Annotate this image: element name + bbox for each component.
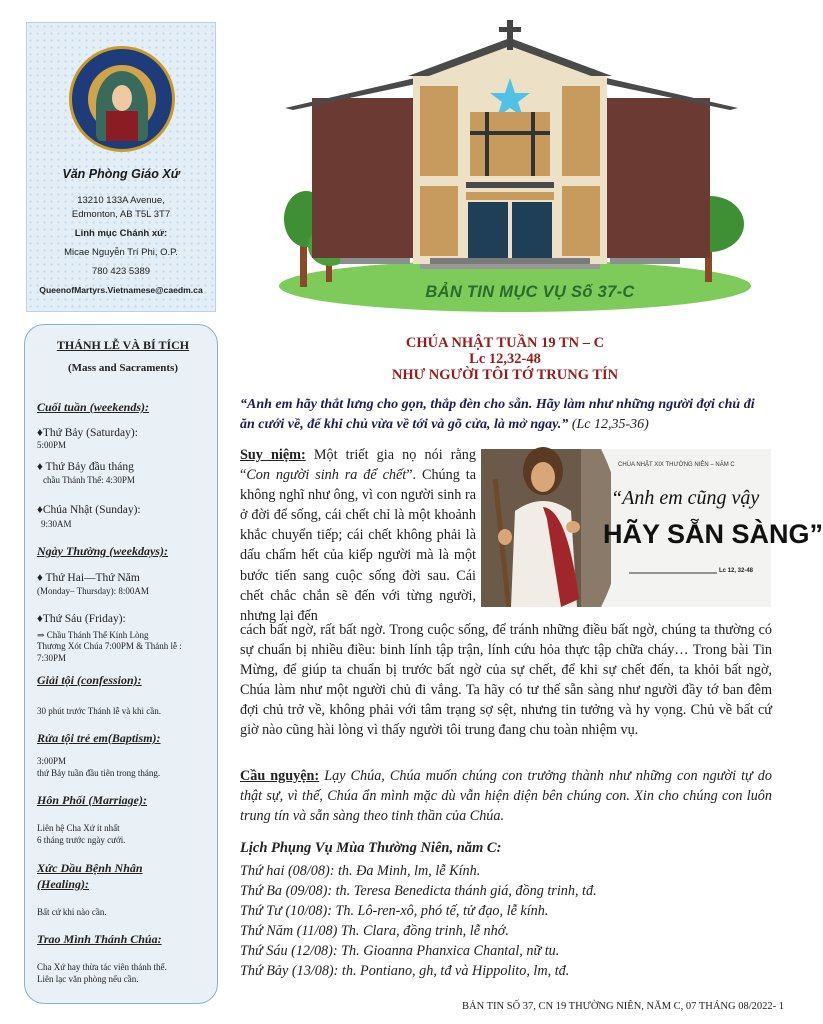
- marriage-note-1: Liên hệ Cha Xứ ít nhất: [37, 823, 120, 833]
- gospel-reference: Lc 12,32-48: [469, 351, 541, 367]
- confession-text: 30 phút trước Thánh lễ và khi cần.: [37, 706, 161, 716]
- schedule-item: Thứ Bảy (13/08): th. Pontiano, gh, tđ và Hippolito, lm, tđ.: [240, 963, 570, 979]
- bulletin-title: BẢN TIN MỤC VỤ Số 37-C: [425, 283, 635, 301]
- communion-heading: Trao Mình Thánh Chúa:: [37, 932, 162, 946]
- pastor-label: Linh mục Chánh xứ:: [74, 228, 168, 239]
- banner-reference: Lc 12, 32-48: [719, 568, 754, 574]
- sunday-title: CHÚA NHẬT TUẦN 19 TN – C: [405, 335, 605, 351]
- banner-line1: “Anh em cũng vậy: [611, 487, 760, 509]
- saturday-time: 5:00PM: [37, 440, 67, 450]
- sunday-mass: ♦Chúa Nhật (Sunday):: [37, 504, 141, 516]
- baptism-time: 3:00PM: [37, 756, 67, 766]
- prayer-label: Cầu nguyện:: [240, 768, 320, 784]
- marriage-heading: Hôn Phối (Marriage):: [37, 793, 148, 807]
- prayer-paragraph: [240, 766, 772, 826]
- reflection-text-b: ”. Chúng ta không nghĩ như ông, vì con người sinh ra ở đời để sống, cái chết chỉ là một khoảnh khắc chuyển tiếp; cái chết không phải là dấu chấm hết của kiếp người mà là một bước tiến sang cuộc sống đời sau. Cái chết chắc chắn sẽ đến với từng người, nhưng lại đến: [240, 467, 476, 624]
- schedule-item: Thứ Năm (11/08) Th. Clara, đồng trinh, lễ nhớ.: [240, 923, 509, 939]
- reflection-text-a: Một triết gia nọ nói rằng “: [240, 447, 476, 484]
- schedule-item: Thứ hai (08/08): th. Đa Minh, lm, lễ Kính.: [240, 863, 481, 879]
- schedule-item: Thứ Ba (09/08): th. Teresa Benedicta thánh giá, đồng trinh, tđ.: [240, 883, 597, 899]
- healing-text: Bất cứ khi nào cần.: [37, 907, 107, 917]
- friday-mass: ♦Thứ Sáu (Friday):: [37, 613, 126, 625]
- quote-text: “Anh em hãy thắt lưng cho gọn, thắp đèn cho sẵn. Hãy làm như những người đợi chủ đi ăn cưới về, để khi chủ vừa về tới và gõ cửa, là mở ngay.”: [240, 397, 755, 432]
- schedule-item: Thứ Tư (10/08): Th. Lô-ren-xô, phó tế, tử đạo, lễ kính.: [240, 903, 549, 919]
- healing-heading-2: (Healing):: [37, 877, 89, 891]
- banner-small-text: CHÚA NHẬT XIX THƯỜNG NIÊN – NĂM C: [618, 462, 735, 468]
- mon-thu-time: (Monday– Thursday): 8:00AM: [37, 586, 149, 596]
- baptism-note: thứ Bảy tuần đầu tiên trong tháng.: [37, 768, 161, 778]
- confession-heading: Giải tội (confession):: [37, 673, 142, 687]
- communion-note-2: Liên lạc văn phòng nếu cần.: [37, 974, 139, 984]
- office-title: Văn Phòng Giáo Xứ: [62, 167, 180, 181]
- sunday-heading: [240, 335, 770, 383]
- marriage-note-2: 6 tháng trước ngày cưới.: [37, 835, 126, 845]
- jesus-banner-image: [481, 449, 823, 607]
- parish-office-box: [26, 22, 216, 312]
- friday-note-1: ⇒ Chầu Thánh Thể Kính Lòng: [37, 630, 149, 640]
- saturday-mass: ♦Thứ Bảy (Saturday):: [37, 427, 138, 439]
- page-footer: BẢN TIN SỐ 37, CN 19 THƯỜNG NIÊN, NĂM C, 07 THÁNG 08/2022- 1: [462, 1001, 784, 1012]
- friday-note-2: Thương Xót Chúa 7:00PM & Thánh lễ :: [37, 641, 182, 651]
- mon-thu-mass: ♦ Thứ Hai—Thứ Năm: [37, 572, 140, 584]
- theme-title: NHƯ NGƯỜI TÔI TỚ TRUNG TÍN: [391, 367, 619, 383]
- first-saturday-note: chầu Thánh Thể: 4:30PM: [43, 475, 135, 485]
- office-phone: 780 423 5389: [91, 266, 151, 277]
- liturgical-schedule-title: Lịch Phụng Vụ Mùa Thường Niên, năm C:: [240, 840, 502, 856]
- weekend-heading: Cuối tuần (weekends):: [37, 400, 150, 414]
- quote-reference: (Lc 12,35-36): [568, 417, 649, 432]
- office-email[interactable]: QueenofMartyrs.Vietnamese@caedm.ca: [39, 285, 203, 295]
- friday-note-3: 7:30PM: [37, 653, 67, 663]
- weekday-heading: Ngày Thường (weekdays):: [37, 544, 168, 558]
- baptism-heading: Rửa tội trẻ em(Baptism):: [37, 731, 161, 745]
- office-address-line1: 13210 133A Avenue,: [77, 195, 165, 206]
- pastor-name: Micae Nguyễn Trí Phi, O.P.: [64, 247, 178, 258]
- parish-seal-logo: [69, 46, 175, 152]
- reflection-paragraph-top: [240, 445, 476, 626]
- prayer-text: Lạy Chúa, Chúa muốn chúng con trưởng thành như những con người tự do thật sự, vì thế, Chúa ẩn mình mặc dù vẫn hiện diện bên chúng con. Xin cho chúng con luôn trung tín và sẵn sàng theo tinh thần của Chúa.: [240, 768, 772, 825]
- first-saturday: ♦ Thứ Bảy đầu tháng: [37, 461, 134, 473]
- communion-note-1: Cha Xứ hay thừa tác viên thánh thể.: [37, 962, 167, 972]
- sidebar-title: THÁNH LỄ VÀ BÍ TÍCH: [56, 338, 190, 352]
- schedule-item: Thứ Sáu (12/08): Th. Gioanna Phanxica Chantal, nữ tu.: [240, 943, 560, 959]
- healing-heading-1: Xức Dầu Bệnh Nhân: [37, 861, 143, 875]
- reflection-quote-italic: Con người sinh ra để chết: [246, 467, 407, 484]
- gospel-quote: [240, 395, 772, 435]
- reflection-paragraph-bottom: cách bất ngờ, rất bất ngờ. Trong cuộc sống, để tránh những điều bất ngờ, chúng ta thường có sự chuẩn bị nhiều điều: binh lính tập trận, lính cứu hỏa thực tập chữa cháy… Trong bài Tin Mừng, để giúp ta chuẩn bị trước bất ngờ của sự chết, để khi sự chết đến, ta khỏi bất ngờ, Chúa làm như một người chủ đi vắng. Ta hãy có tư thế sẵn sàng như người đầy tớ ban đêm đợi chủ trở về, không phải với tâm trạng sợ sệt, nhưng tin tưởng và hy vọng. Chủ về bất cứ giờ nào cũng hài lòng vì thấy người tôi trung đang chu toàn nhiệm vụ.: [240, 622, 772, 739]
- mass-sacraments-sidebar: [24, 324, 218, 1004]
- banner-line2: HÃY SẴN SÀNG”: [603, 519, 823, 549]
- sunday-time: 9:30AM: [41, 519, 72, 529]
- office-address-line2: Edmonton, AB T5L 3T7: [71, 209, 171, 220]
- reflection-label: Suy niệm:: [240, 447, 306, 463]
- sidebar-subtitle: (Mass and Sacraments): [68, 362, 178, 374]
